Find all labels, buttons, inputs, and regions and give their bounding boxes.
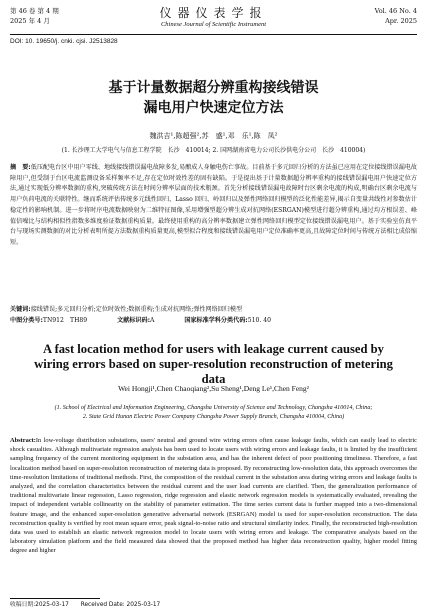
running-header <box>10 6 417 32</box>
authors-cn: 魏洪吉¹,陈超强²,苏 盛¹,邓 乐¹,陈 凤² <box>149 132 278 140</box>
affiliations-cn: (1. 长沙理工大学电气与信息工程学院 长沙 410014; 2. 国网湖南省电力公司长沙供电分公司 长沙 410004) <box>61 147 366 154</box>
clc-value: TN912 TH89 <box>42 317 88 324</box>
volume-en: Vol. 46 No. 4 <box>374 7 417 15</box>
received-date-en: Received Date: 2025-03-17 <box>80 602 161 608</box>
title-cn <box>0 78 427 118</box>
keywords-cn-label: 关键词: <box>10 306 31 313</box>
abstract-en-label: Abstract: <box>10 437 36 444</box>
received-date-cn: 收稿日期:2025-03-17 <box>10 602 69 608</box>
title-cn-line-2: 漏电用户快速定位方法 <box>143 100 284 116</box>
title-cn-line-1: 基于计量数据超分辨重构接线错误 <box>108 80 319 96</box>
subject-code <box>184 317 285 324</box>
doi: DOI: 10. 19650/j. cnki. cjsi. J2513828 <box>10 38 118 45</box>
abstract-en <box>10 436 417 556</box>
volume-cn: 第 46 卷 第 4 期 <box>10 7 59 15</box>
title-en: A fast location method for users with leakage current caused by wiring errors based on super-resolution reconstruction of metering data <box>34 342 393 386</box>
footnote-rule <box>10 598 100 599</box>
abstract-cn-label: 摘 要: <box>10 164 31 171</box>
subject-value: 510. 40 <box>247 317 271 324</box>
abstract-cn <box>10 163 417 249</box>
classification-row <box>10 316 417 327</box>
authors-en: Wei Hongji¹,Chen Chaoqiang²,Su Sheng¹,Deng Le¹,Chen Feng² <box>118 384 309 393</box>
doc-code-value: A <box>150 317 155 324</box>
date-cn: 2025 年 4 月 <box>10 17 50 25</box>
abstract-cn-text: 低压配电台区中用户零线、地线接线错误漏电故障多发,易酿成人身触电伤亡事故。目前基于多元回归分析的方法虽已应用在定位接线错误漏电故障用户,但受制于台区电流监测设备采样频率不足,存在定位时效性差的固有缺陷。于是提出基于计量数据超分辨率重构的接线错误漏电用户快速定位方法,通过实现低分辨率数据的重构,突破传统方法在时间分辨率层面的技术瓶颈。首先分析接线错误漏电故障时台区剩余电流的构成,明确台区剩余电流与用户负荷电流的关联特性。继而系统评估传统多元线性回归、Lasso 回归、岭回归以及弹性网络回归模型的泛化性能差异,揭示自变量共线性对参数估计稳定性的影响机制。进一步将时序电流数据映射为二维特征图像,采用增强型超分辨生成对抗网络(ESRGAN)模型进行超分辨重构,通过均方根误差、峰值信噪比与结构相似性指数多维度验证数据重构质量。最终使用重构的高分辨率数据建立弹性网络回归模型定位接线错误漏电用户。基于实验室仿真平台与现场实测数据的对比分析表明所提方法数据重构质量更高,模型拟合程度和接线错误漏电用户定位准确率更高,且故障定位时间与传统方法相比成倍缩短。 <box>10 164 418 246</box>
date-en: Apr. 2025 <box>385 17 417 25</box>
footnote <box>10 601 170 609</box>
header-rule <box>10 34 417 35</box>
journal-name-en: Chinese Journal of Scientific Instrument <box>160 21 267 28</box>
affiliation-en-2: 2. State Grid Hunan Electric Power Company Changsha Power Supply Branch, Changsha 410004, China) <box>82 414 345 421</box>
keywords-cn-text: 接线错误;多元回归分析;定位时效性;数据重构;生成对抗网络;弹性网络回归模型 <box>30 306 243 313</box>
clc-label: 中图分类号: <box>10 317 43 324</box>
subject-label: 国家标准学科分类代码: <box>184 317 248 324</box>
abstract-en-text: In low-voltage distribution substations, users' neutral and ground wire wiring errors often cause leakage faults, which can easily lead to electric shock casualties. Although multivariate regression analysis has been used to locate users with wiring errors and leakage faults, it is limited by the insufficient sampling frequency of the current monitoring equipment in the substation area, and has the inherent defect of poor positioning timeliness. Therefore, a fast localization method based on super-resolution reconstruction of metering data is proposed. By reconstructing low-resolution data, this approach overcomes the time-resolution limitations of traditional methods. First, the composition of the residual current in the substation area during wiring errors and leakage faults is analyzed, and the correlation characteristics between the residual current and the user load currents are clarified. Then, the generalization performance of traditional multivariate linear regression, Lasso regression, ridge regression and elastic network regression models is systematically evaluated, revealing the impact of independent variable collinearity on the stability of parameter estimation. The time series current data is further mapped into a two-dimensional feature image, and the enhanced super-resolution generative adversarial network (ESRGAN) model is used for super-resolution reconstruction. The data reconstruction quality is verified by root mean square error, peak signal-to-noise ratio and structural similarity index. Finally, the reconstructed high-resolution data was used to establish an elastic network regression model to locate users with wiring errors and leakage. The comparative analysis based on the laboratory simulation platform and the field measured data showed that the proposed method has higher data reconstruction quality, higher model fitting degree and higher <box>10 437 417 555</box>
affiliation-en-1: (1. School of Electrical and Information Engineering, Changsha University of Science and Technology, Changsha 410014, China; <box>54 405 373 411</box>
clc-number <box>10 317 101 324</box>
keywords-cn <box>10 305 417 316</box>
affiliations-en <box>14 404 413 423</box>
header-right <box>375 6 417 26</box>
document-code <box>117 317 168 324</box>
journal-name-cn: 仪器仪表学报 <box>159 6 268 20</box>
doc-code-label: 文献标识码: <box>117 317 151 324</box>
journal-name <box>10 6 417 29</box>
